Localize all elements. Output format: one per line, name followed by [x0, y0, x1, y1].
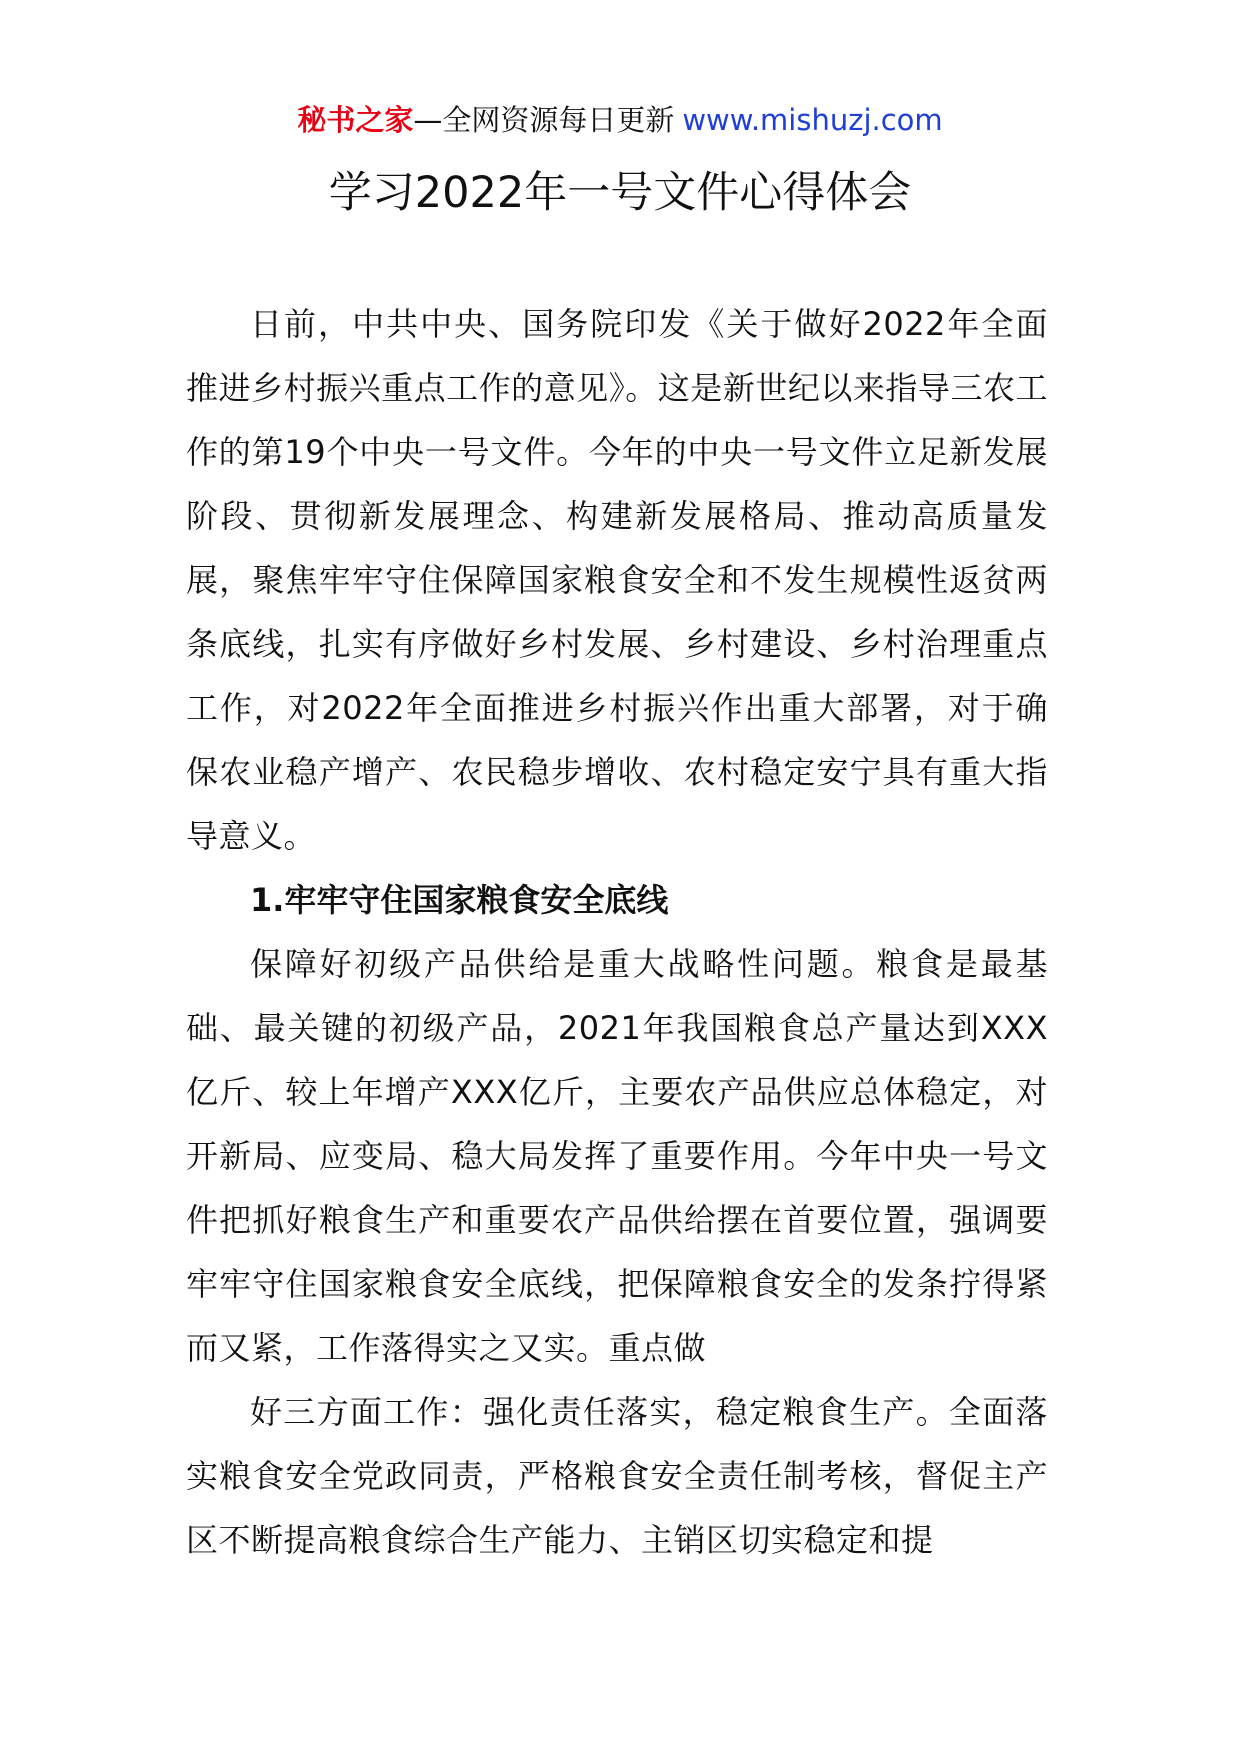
- site-header: [0, 100, 1240, 140]
- document-body: [186, 292, 1048, 1572]
- section-1-paragraph-1: 保障好初级产品供给是重大战略性问题。粮食是最基础、最关键的初级产品，2021年我国粮食总产量达到XXX亿斤、较上年增产XXX亿斤，主要农产品供应总体稳定，对开新局、应变局、稳大局发挥了重要作用。今年中央一号文件把抓好粮食生产和重要农产品供给摆在首要位置，强调要牢牢守住国家粮食安全底线，把保障粮食安全的发条拧得紧而又紧，工作落得实之又实。重点做: [186, 945, 1048, 1367]
- section-1-paragraph-2: 好三方面工作：强化责任落实，稳定粮食生产。全面落实粮食安全党政同责，严格粮食安全责任制考核，督促主产区不断提高粮食综合生产能力、主销区切实稳定和提: [186, 1393, 1048, 1559]
- site-brand[interactable]: 秘书之家: [297, 103, 414, 137]
- site-tagline: —全网资源每日更新: [413, 103, 675, 137]
- section-heading-1: 1.牢牢守住国家粮食安全底线: [250, 881, 669, 919]
- document-title: 学习2022年一号文件心得体会: [328, 168, 912, 218]
- site-url-link[interactable]: www.mishuzj.com: [682, 103, 943, 137]
- intro-paragraph: 日前，中共中央、国务院印发《关于做好2022年全面推进乡村振兴重点工作的意见》。这是新世纪以来指导三农工作的第19个中央一号文件。今年的中央一号文件立足新发展阶段、贯彻新发展理念、构建新发展格局、推动高质量发展，聚焦牢牢守住保障国家粮食安全和不发生规模性返贫两条底线，扎实有序做好乡村发展、乡村建设、乡村治理重点工作，对2022年全面推进乡村振兴作出重大部署，对于确保农业稳产增产、农民稳步增收、农村稳定安宁具有重大指导意义。: [186, 305, 1048, 855]
